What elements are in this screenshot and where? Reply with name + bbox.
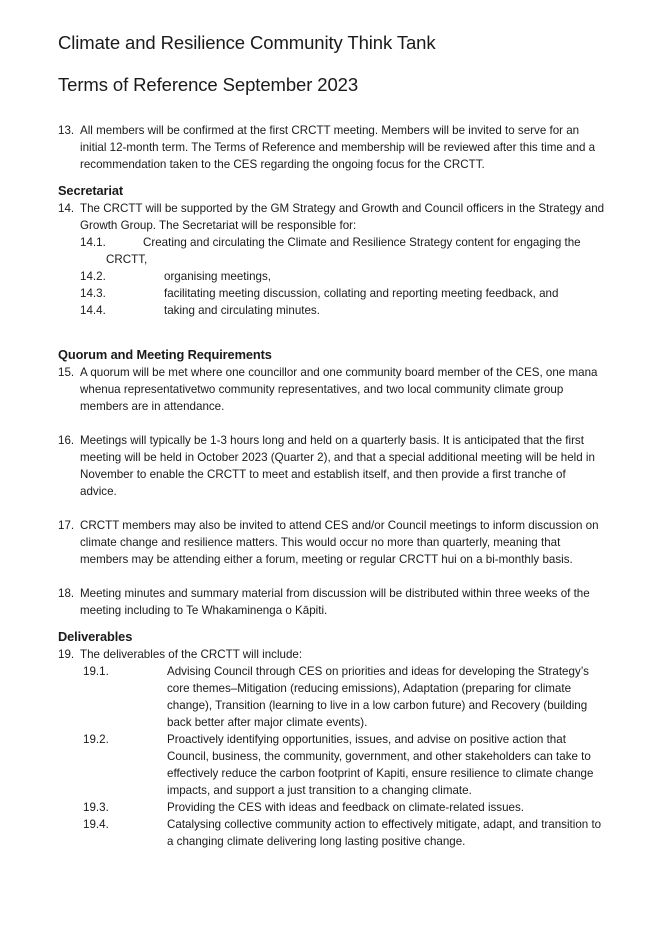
subclause-text: Creating and circulating the Climate and Resilience Strategy content for engaging the: [143, 236, 581, 249]
clause-number: 13.: [58, 124, 75, 137]
subclause-14-1: [80, 234, 605, 268]
clause-number: 15.: [58, 366, 75, 379]
subclause-text: Proactively identifying opportunities, issues, and advise on positive action that Council, business, the community, government, and other stakeholders can take to effectively reduce the carbon footprint of Kapiti, ensure resilience to climate change impacts, and support a just transition to a changing climate.: [167, 733, 594, 797]
clause-text: A quorum will be met where one councillor and one community board member of the CES, one mana whenua representativetwo community representatives, and two local community climate group members are in attendance.: [80, 366, 598, 413]
subclause-number: 19.2.: [83, 733, 109, 746]
clause-text: All members will be confirmed at the first CRCTT meeting. Members will be invited to serve for an initial 12-month term. The Terms of Reference and membership will be reviewed after this time and a recommendation taken to the CES regarding the ongoing focus for the CRCTT.: [80, 124, 596, 171]
clause-19: [58, 646, 605, 663]
clause-text: Meeting minutes and summary material from discussion will be distributed within three weeks of the meeting including to Te Whakaminenga o Kāpiti.: [80, 587, 590, 617]
subclause-number: 14.2.: [80, 270, 106, 283]
clause-text: CRCTT members may also be invited to attend CES and/or Council meetings to inform discussion on climate change and resilience matters. This would occur no more than quarterly, meaning that members may be attending either a forum, meeting or regular CRCTT hui on a bi-monthly basis.: [80, 519, 599, 566]
clause-15: [58, 364, 605, 415]
clause-13: [58, 122, 605, 173]
clause-number: 16.: [58, 434, 75, 447]
clause-17: [58, 517, 605, 568]
section-heading-quorum: Quorum and Meeting Requirements: [58, 347, 272, 362]
subclause-number: 19.1.: [83, 665, 109, 678]
subclause-text: Advising Council through CES on priorities and ideas for developing the Strategy’s core themes–Mitigation (reducing emissions), Adaptation (preparing for climate change), Transition (learning to live in a low carbon future) and Recovery (building back better after major climate events).: [167, 665, 589, 729]
subclause-19-1: [83, 663, 605, 731]
subclause-number: 19.4.: [83, 818, 109, 831]
subclause-19-2: [83, 731, 605, 799]
section-heading-deliverables: Deliverables: [58, 629, 133, 644]
subclause-text: facilitating meeting discussion, collating and reporting meeting feedback, and: [164, 287, 559, 300]
document-subtitle: Terms of Reference September 2023: [58, 74, 359, 95]
clause-text: The deliverables of the CRCTT will include:: [80, 648, 303, 661]
subclause-text-continued: CRCTT,: [106, 253, 148, 266]
subclause-text: organising meetings,: [164, 270, 271, 283]
clause-number: 17.: [58, 519, 75, 532]
clause-number: 14.: [58, 202, 75, 215]
section-heading-secretariat: Secretariat: [58, 183, 124, 198]
subclause-text: Providing the CES with ideas and feedback on climate-related issues.: [167, 801, 525, 814]
clause-18: [58, 585, 605, 619]
clause-16: [58, 432, 605, 500]
subclause-14-4: [80, 302, 605, 319]
subclause-19-3: [83, 799, 605, 816]
clause-number: 19.: [58, 648, 75, 661]
subclause-19-4: [83, 816, 605, 850]
subclause-text: Catalysing collective community action to effectively mitigate, adapt, and transition to a changing climate delivering long lasting positive change.: [167, 818, 602, 848]
subclause-14-3: [80, 285, 605, 302]
subclause-number: 14.1.: [80, 236, 106, 249]
subclause-number: 19.3.: [83, 801, 109, 814]
subclause-number: 14.3.: [80, 287, 106, 300]
clause-14: [58, 200, 605, 234]
clause-text: Meetings will typically be 1-3 hours long and held on a quarterly basis. It is anticipated that the first meeting will be held in October 2023 (Quarter 2), and that a special additional meeting will be held in November to enable the CRCTT to meet and establish itself, and then provide a first tranche of advice.: [80, 434, 595, 498]
document-title: Climate and Resilience Community Think Tank: [58, 32, 436, 53]
subclause-number: 14.4.: [80, 304, 106, 317]
clause-number: 18.: [58, 587, 75, 600]
subclause-14-2: [80, 268, 605, 285]
clause-text: The CRCTT will be supported by the GM Strategy and Growth and Council officers in the Strategy and Growth Group. The Secretariat will be responsible for:: [80, 202, 605, 232]
subclause-text: taking and circulating minutes.: [164, 304, 320, 317]
